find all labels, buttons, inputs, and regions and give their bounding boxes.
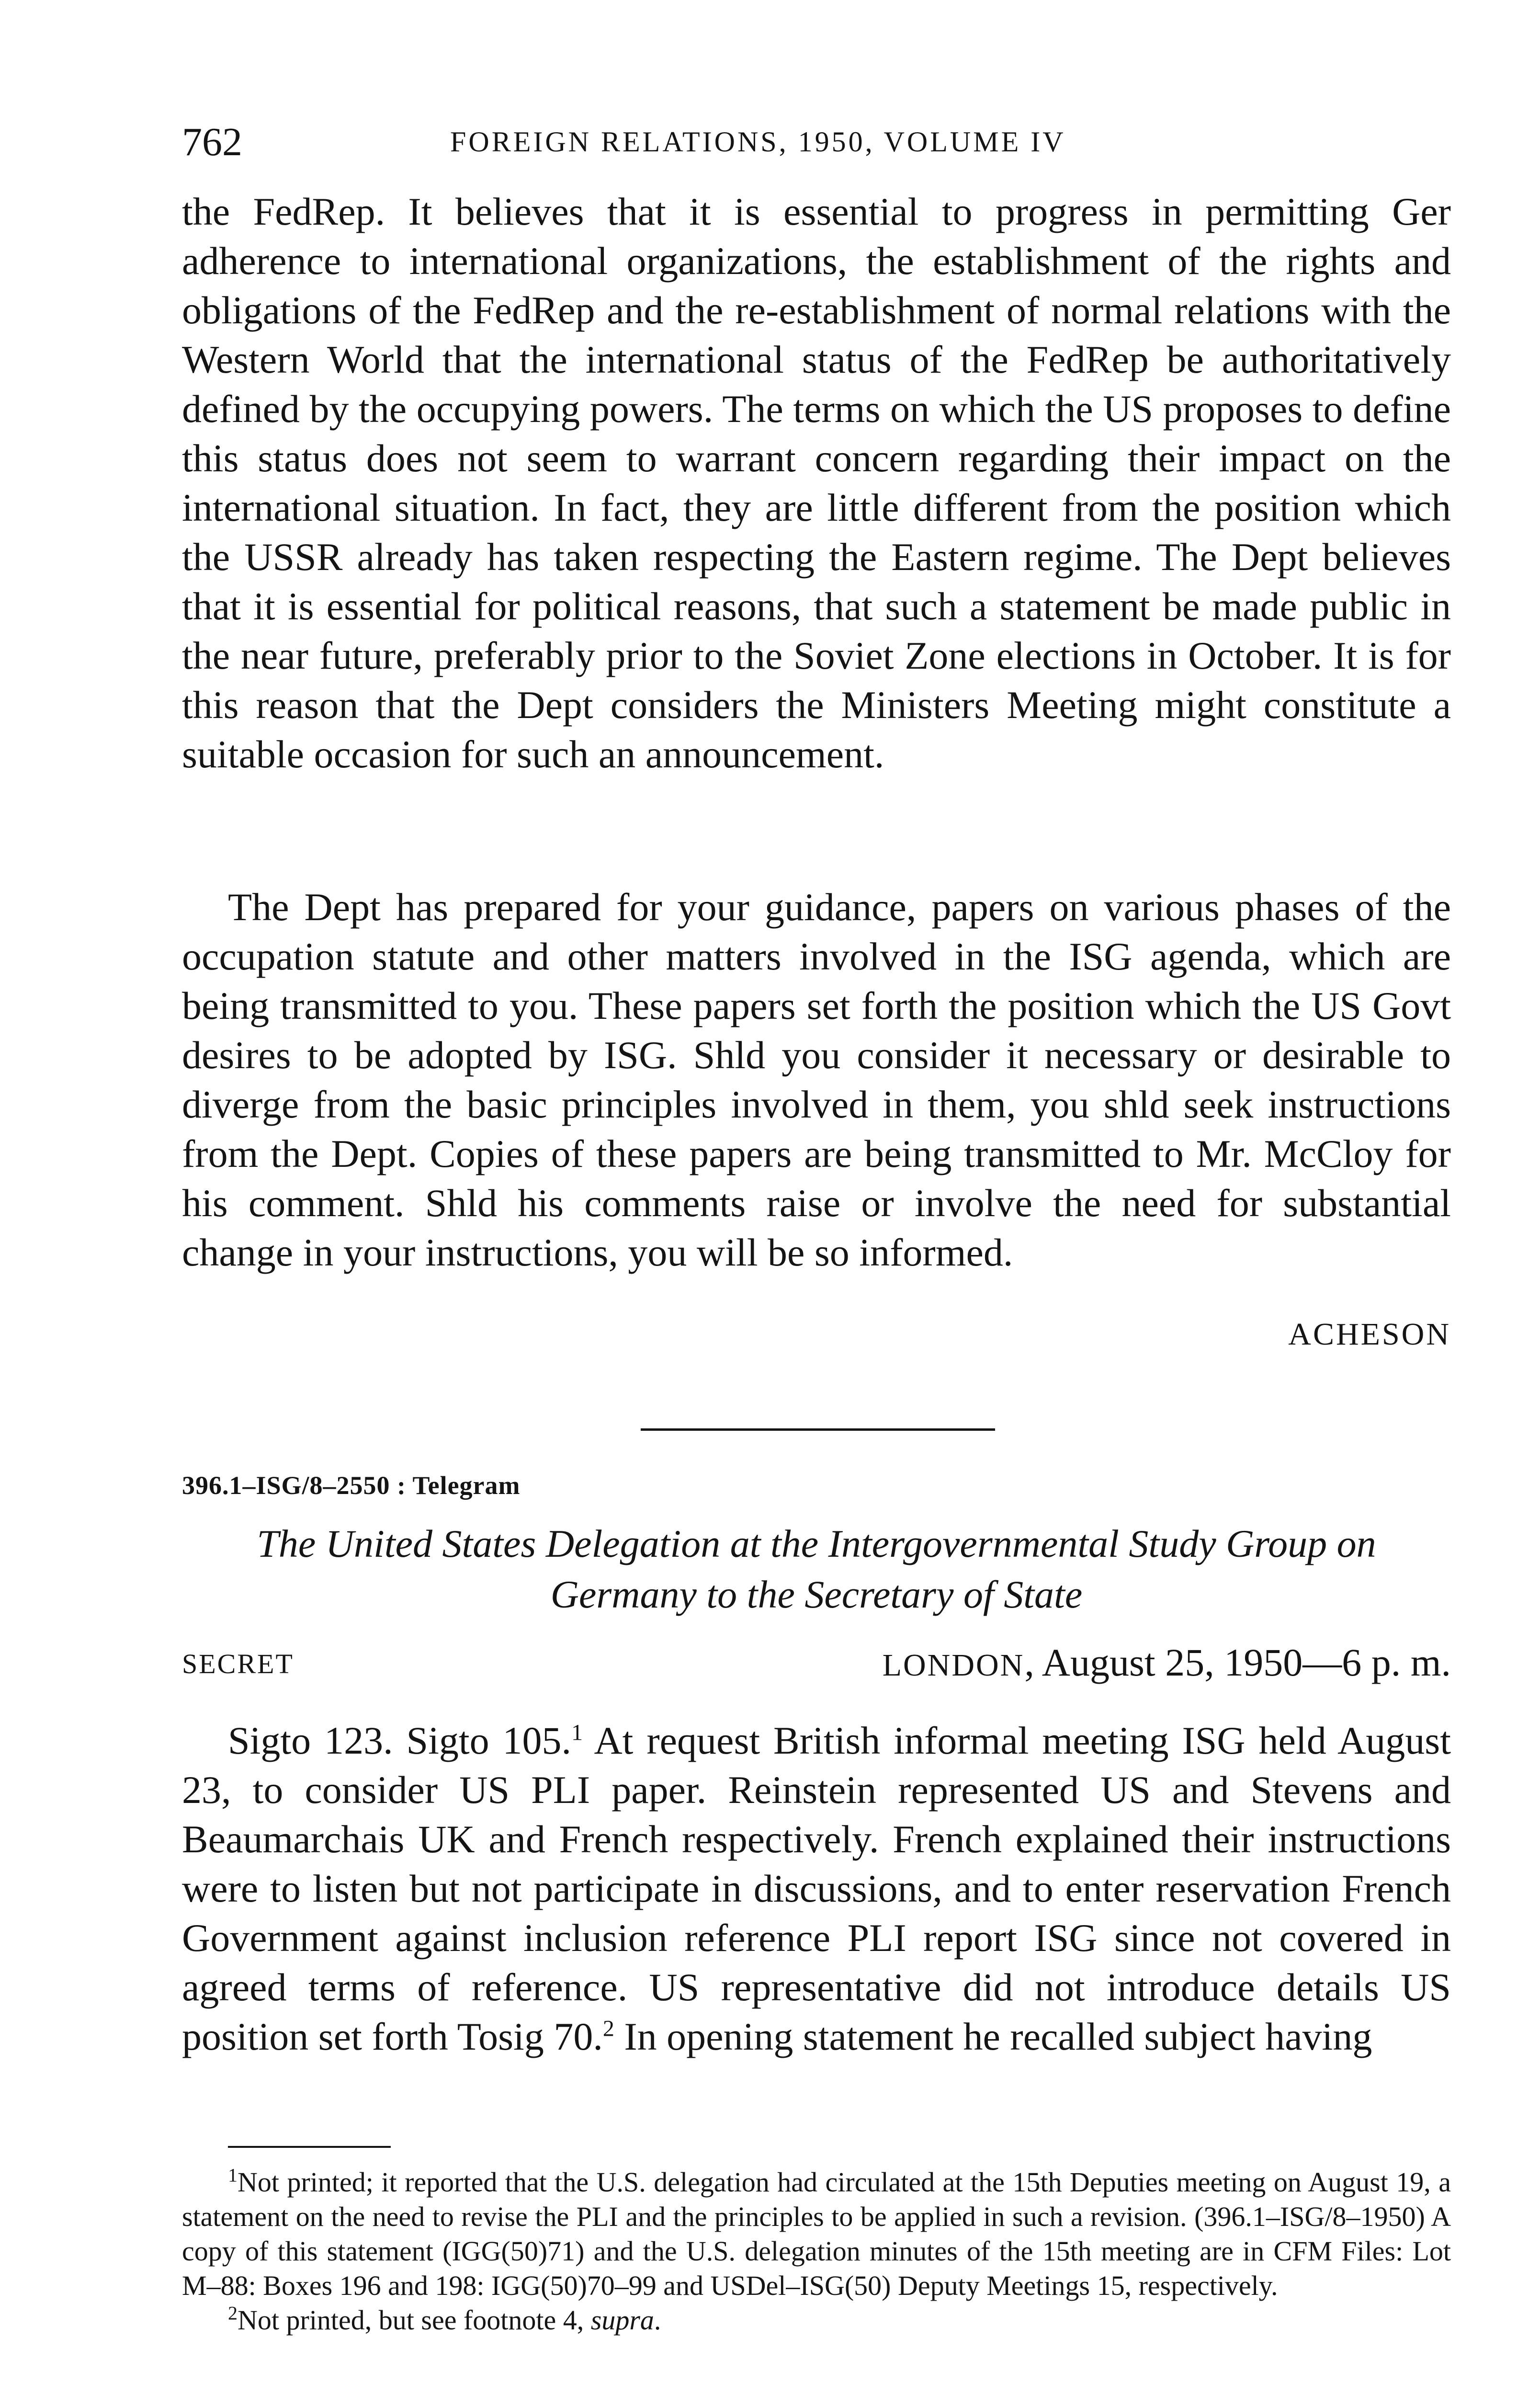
telegram-lead: Sigto 123. Sigto 105. <box>228 1719 572 1762</box>
page-number: 762 <box>182 120 242 164</box>
signature: ACHESON <box>1288 1317 1451 1352</box>
footnote-ref-2: 2 <box>602 2016 614 2041</box>
footnote-supra: supra <box>590 2304 654 2336</box>
footnote-marker-2: 2 <box>228 2302 238 2324</box>
section-divider <box>641 1428 995 1431</box>
telegram-tail: In opening statement he recalled subject having <box>614 2015 1372 2058</box>
footnote-text-1: Not printed; it reported that the U.S. delegation had circulated at the 15th Deputies meeting on August 19, a statement on the need to revise the PLI and the principles to be applied in such a revision. (396.1–ISG/8–1950) A copy of this statement (IGG(50)71) and the U.S. delegation minutes of the 15th meeting are in CFM Files: Lot M–88: Boxes 196 and 198: IGG(50)70–99 and USDel–ISG(50) Deputy Meetings 15, respectively. <box>182 2167 1451 2301</box>
document-title: The United States Delegation at the Intergovernmental Study Group on Germany to the Secretary of State <box>257 1522 1376 1616</box>
classification-label: SECRET <box>182 1648 294 1679</box>
telegram-paragraph <box>182 1716 1451 2061</box>
footnote-end: . <box>654 2304 661 2336</box>
footnote-ref-1: 1 <box>571 1720 583 1745</box>
footnote-text-2: Not printed, but see footnote 4, <box>238 2304 591 2336</box>
guidance-paragraph: The Dept has prepared for your guidance, papers on various phases of the occupation statute and other matters involved in the ISG agenda, which are being transmitted to you. These papers set forth the position which the US Govt desires to be adopted by ISG. Shld you consider it necessary or desirable to diverge from the basic principles involved in them, you shld seek instructions from the Dept. Copies of these papers are being transmitted to Mr. McCloy for his comment. Shld his comments raise or involve the need for substantial change in your instructions, you will be so informed. <box>182 885 1451 1274</box>
dateline-date: , August 25, 1950—6 p. m. <box>1024 1641 1451 1684</box>
footnote-marker-1: 1 <box>228 2164 238 2186</box>
footnote-1 <box>182 2165 1451 2303</box>
footnote-divider <box>228 2146 391 2148</box>
telegram-body: At request British informal meeting ISG held August 23, to consider US PLI paper. Reinstein represented US and Stevens and Beaumarchais UK and French respectively. French explained their instructions were to listen but not participate in discussions, and to enter reservation French Government against inclusion reference PLI report ISG since not covered in agreed terms of reference. US representative did not introduce details US position set forth Tosig 70. <box>182 1719 1451 2058</box>
footnotes <box>182 2165 1451 2338</box>
page-header <box>182 119 1451 171</box>
footnote-2 <box>182 2303 1451 2338</box>
dateline <box>883 1640 1451 1685</box>
continuation-paragraph: the FedRep. It believes that it is essential to progress in permitting Ger adherence to international organizations, the establishment of the rights and obligations of the FedRep and the re-establishment of normal relations with the Western World that the international status of the FedRep be authoritatively defined by the occupying powers. The terms on which the US proposes to define this status does not seem to warrant concern regarding their impact on the international situation. In fact, they are little different from the position which the USSR already has taken respecting the Eastern regime. The Dept believes that it is essential for political reasons, that such a statement be made public in the near future, preferably prior to the Soviet Zone elections in October. It is for this reason that the Dept considers the Ministers Meeting might constitute a suitable occasion for such an announcement. <box>182 190 1451 776</box>
running-head: FOREIGN RELATIONS, 1950, VOLUME IV <box>450 126 1066 158</box>
dateline-place: LONDON <box>882 1648 1025 1683</box>
file-reference: 396.1–ISG/8–2550 : Telegram <box>182 1471 521 1500</box>
